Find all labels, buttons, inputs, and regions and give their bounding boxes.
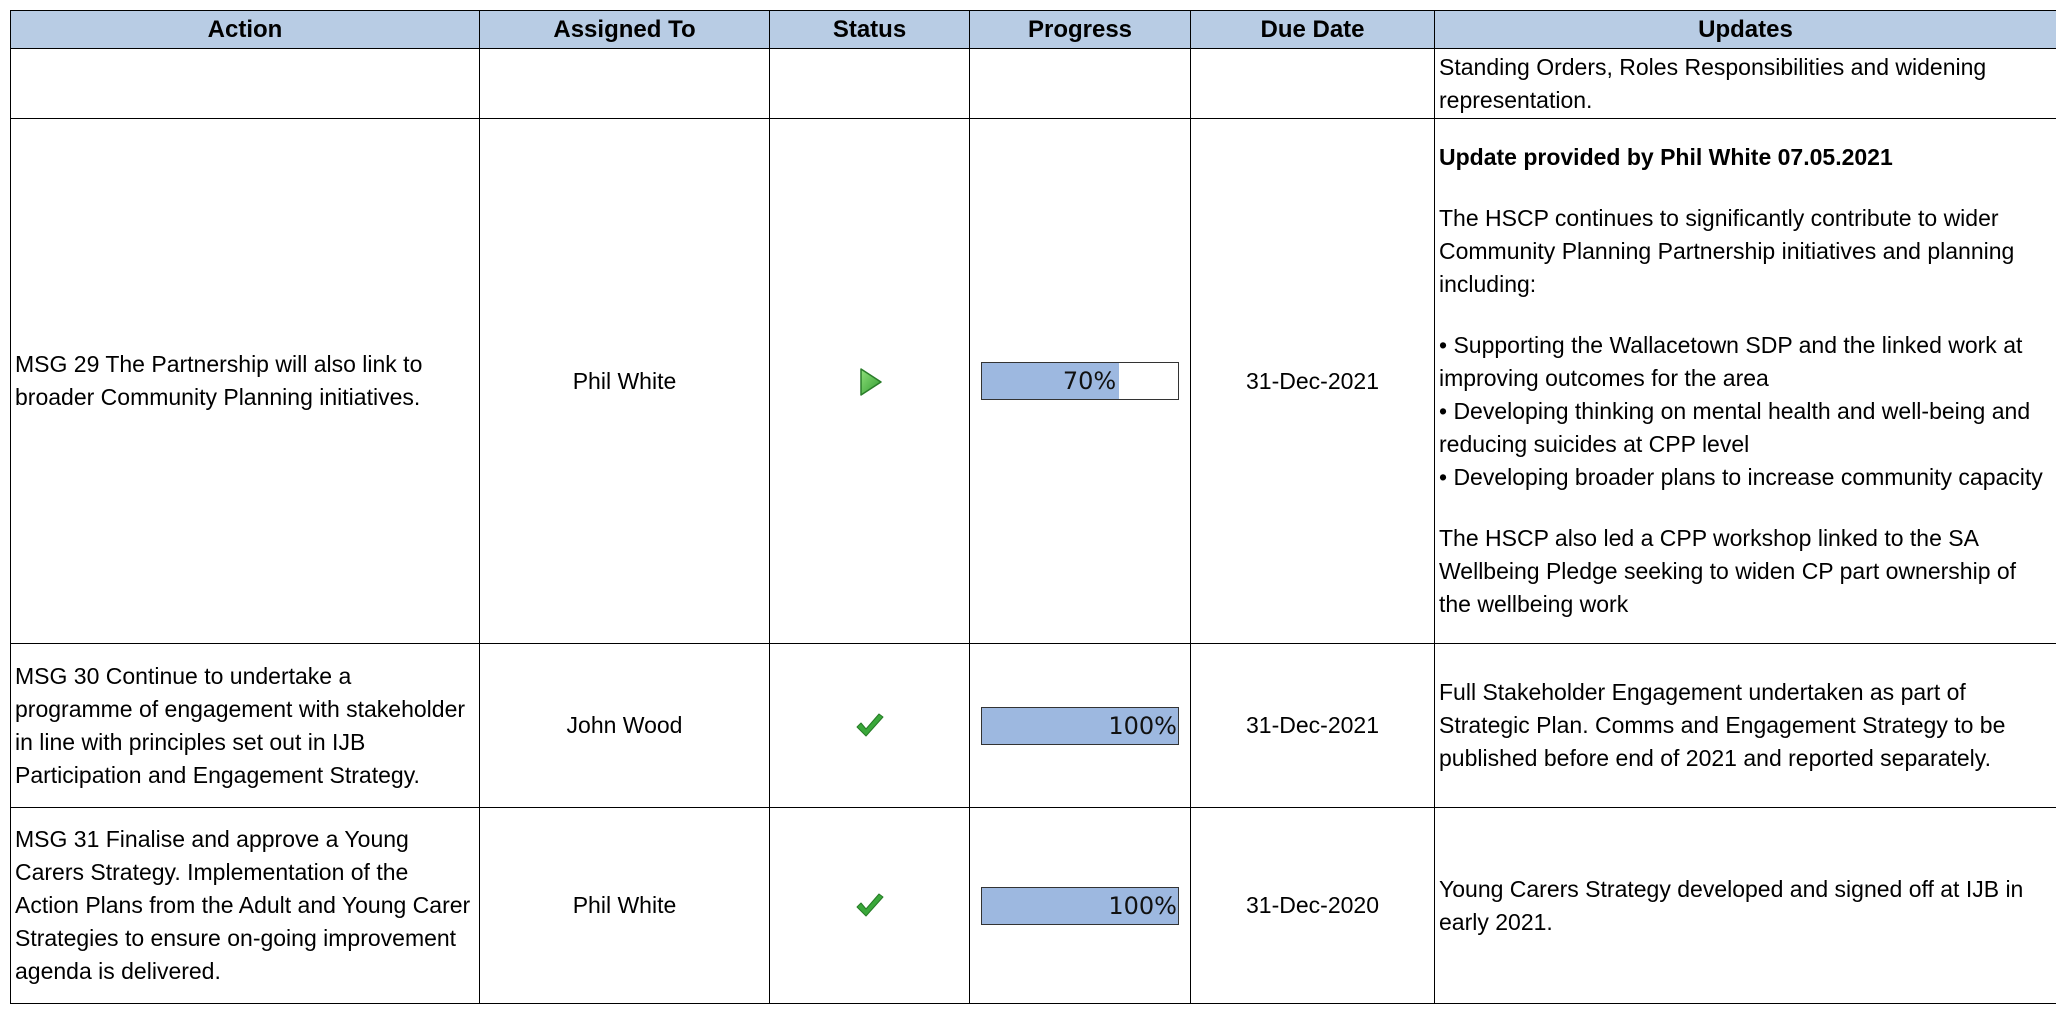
column-header-updates: Updates	[1435, 11, 2056, 49]
column-header-assigned-to: Assigned To	[480, 11, 770, 49]
update-bullet: • Developing broader plans to increase community capacity	[1439, 464, 2043, 490]
assigned-cell: Phil White	[480, 808, 770, 1004]
update-text: Full Stakeholder Engagement undertaken as part of Strategic Plan. Comms and Engagement Strategy to be published before end of 2021 and reported separately.	[1439, 679, 2006, 771]
action-cell	[11, 49, 480, 119]
updates-cell	[1435, 49, 2056, 119]
table-row	[11, 808, 2056, 1004]
status-cell	[770, 644, 970, 808]
progress-bar	[981, 887, 1179, 925]
updates-cell	[1435, 119, 2056, 644]
actions-table	[10, 10, 2056, 1004]
action-cell: MSG 31 Finalise and approve a Young Carers Strategy. Implementation of the Action Plans from the Adult and Young Carer Strategies to ensure on-going improvement agenda is delivered.	[11, 808, 480, 1004]
progress-bar	[981, 707, 1179, 745]
progress-label: 100%	[1108, 711, 1177, 740]
progress-cell	[970, 808, 1191, 1004]
status-cell	[770, 808, 970, 1004]
assigned-cell: John Wood	[480, 644, 770, 808]
assigned-cell	[480, 49, 770, 119]
action-cell: MSG 29 The Partnership will also link to broader Community Planning initiatives.	[11, 119, 480, 644]
progress-bar	[981, 362, 1179, 400]
updates-cell	[1435, 808, 2056, 1004]
status-cell	[770, 49, 970, 119]
table-header-row	[11, 11, 2056, 49]
update-intro: The HSCP continues to significantly contribute to wider Community Planning Partnership initiatives and planning including:	[1439, 205, 2015, 297]
column-header-due-date: Due Date	[1191, 11, 1435, 49]
due-date-cell	[1191, 49, 1435, 119]
play-arrow-icon	[854, 366, 886, 398]
progress-label: 70%	[1062, 367, 1117, 395]
update-heading: Update provided by Phil White 07.05.2021	[1439, 144, 1893, 170]
assigned-cell: Phil White	[480, 119, 770, 644]
update-bullet: • Supporting the Wallacetown SDP and the linked work at improving outcomes for the area	[1439, 332, 2023, 391]
progress-cell	[970, 49, 1191, 119]
updates-cell	[1435, 644, 2056, 808]
column-header-status: Status	[770, 11, 970, 49]
due-date-cell: 31-Dec-2021	[1191, 119, 1435, 644]
checkmark-icon	[854, 710, 886, 742]
update-closing: The HSCP also led a CPP workshop linked to the SA Wellbeing Pledge seeking to widen CP part ownership of the wellbeing work	[1439, 525, 2017, 617]
table-row	[11, 119, 2056, 644]
status-cell	[770, 119, 970, 644]
table-row	[11, 644, 2056, 808]
table-row	[11, 49, 2056, 119]
column-header-action: Action	[11, 11, 480, 49]
progress-cell	[970, 644, 1191, 808]
update-text: Standing Orders, Roles Responsibilities and widening representation.	[1439, 53, 1987, 113]
update-bullet: • Developing thinking on mental health and well-being and reducing suicides at CPP level	[1439, 398, 2031, 457]
checkmark-icon	[854, 890, 886, 922]
update-text: Young Carers Strategy developed and signed off at IJB in early 2021.	[1439, 875, 2024, 935]
action-cell: MSG 30 Continue to undertake a programme of engagement with stakeholder in line with principles set out in IJB Participation and Engagement Strategy.	[11, 644, 480, 808]
progress-label: 100%	[1108, 891, 1177, 920]
column-header-progress: Progress	[970, 11, 1191, 49]
due-date-cell: 31-Dec-2020	[1191, 808, 1435, 1004]
progress-cell	[970, 119, 1191, 644]
due-date-cell: 31-Dec-2021	[1191, 644, 1435, 808]
